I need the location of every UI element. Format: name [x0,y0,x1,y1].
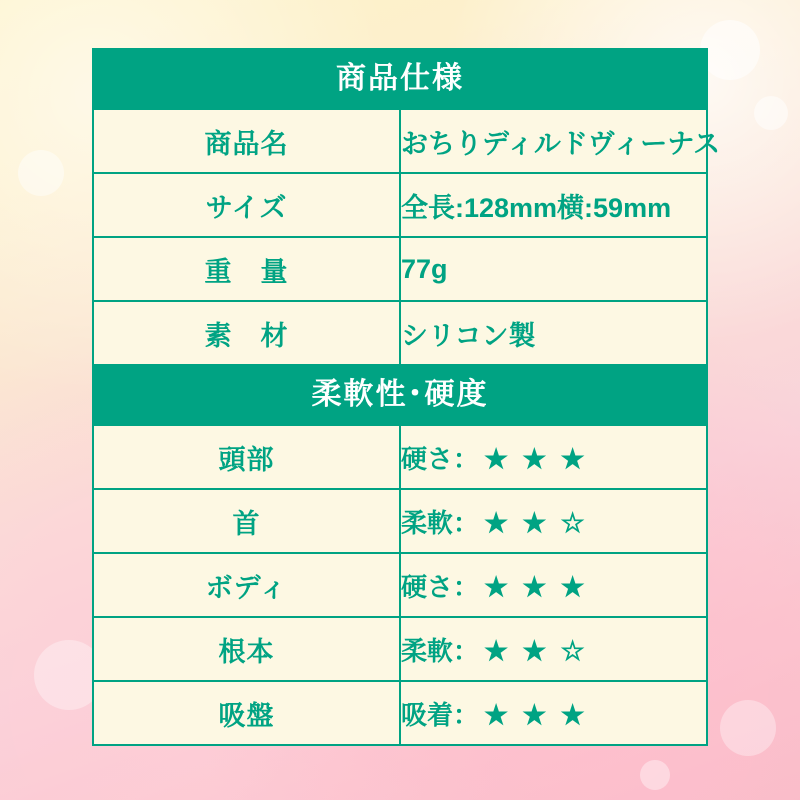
section-heading-product-spec: 商品仕様 [93,49,707,109]
section-heading-row [93,49,707,109]
row-label: 首 [93,489,400,553]
specification-table [92,48,721,746]
row-label: 素 材 [93,301,400,365]
star-empty-icon: ☆ [560,507,589,538]
row-value: シリコン製 [400,301,707,365]
bokeh-circle [700,20,760,80]
star-filled-icon: ★ [484,571,513,602]
row-value [400,681,707,745]
rating-stars [479,636,594,667]
rating-stars [479,508,594,539]
bokeh-circle [640,760,670,790]
star-filled-icon: ★ [522,571,551,602]
section-heading-row [93,365,707,425]
star-filled-icon: ★ [522,443,551,474]
rating-prefix: 柔軟： [401,635,480,666]
rating-stars [479,572,594,603]
row-value [400,425,707,489]
star-filled-icon: ★ [484,699,513,730]
row-label: ボディ [93,553,400,617]
rating-prefix: 硬さ： [401,571,480,602]
star-empty-icon: ☆ [560,635,589,666]
table-row [93,617,707,681]
specification-table-container [92,48,721,746]
row-value [400,489,707,553]
star-filled-icon: ★ [484,443,513,474]
row-label: 根本 [93,617,400,681]
star-filled-icon: ★ [484,507,513,538]
rating-prefix: 吸着： [401,699,480,730]
row-value: おちりディルドヴィーナス [400,109,707,173]
table-row [93,489,707,553]
row-label: 重 量 [93,237,400,301]
table-row [93,109,707,173]
table-row [93,553,707,617]
row-value: 全長:128mm横:59mm [400,173,707,237]
row-label: 商品名 [93,109,400,173]
row-label: サイズ [93,173,400,237]
star-filled-icon: ★ [522,699,551,730]
row-value [400,617,707,681]
star-filled-icon: ★ [560,699,589,730]
bokeh-circle [18,150,64,196]
row-value: 77g [400,237,707,301]
rating-stars [479,700,594,731]
row-label: 頭部 [93,425,400,489]
table-row [93,681,707,745]
bokeh-circle [754,96,788,130]
row-label: 吸盤 [93,681,400,745]
table-row [93,173,707,237]
table-row [93,425,707,489]
star-filled-icon: ★ [522,635,551,666]
table-row [93,301,707,365]
rating-prefix: 柔軟： [401,507,480,538]
star-filled-icon: ★ [560,443,589,474]
rating-prefix: 硬さ： [401,443,480,474]
section-heading-flexibility-hardness: 柔軟性･硬度 [93,365,707,425]
star-filled-icon: ★ [560,571,589,602]
table-row [93,237,707,301]
bokeh-circle [720,700,776,756]
rating-stars [479,444,594,475]
row-value [400,553,707,617]
star-filled-icon: ★ [522,507,551,538]
star-filled-icon: ★ [484,635,513,666]
